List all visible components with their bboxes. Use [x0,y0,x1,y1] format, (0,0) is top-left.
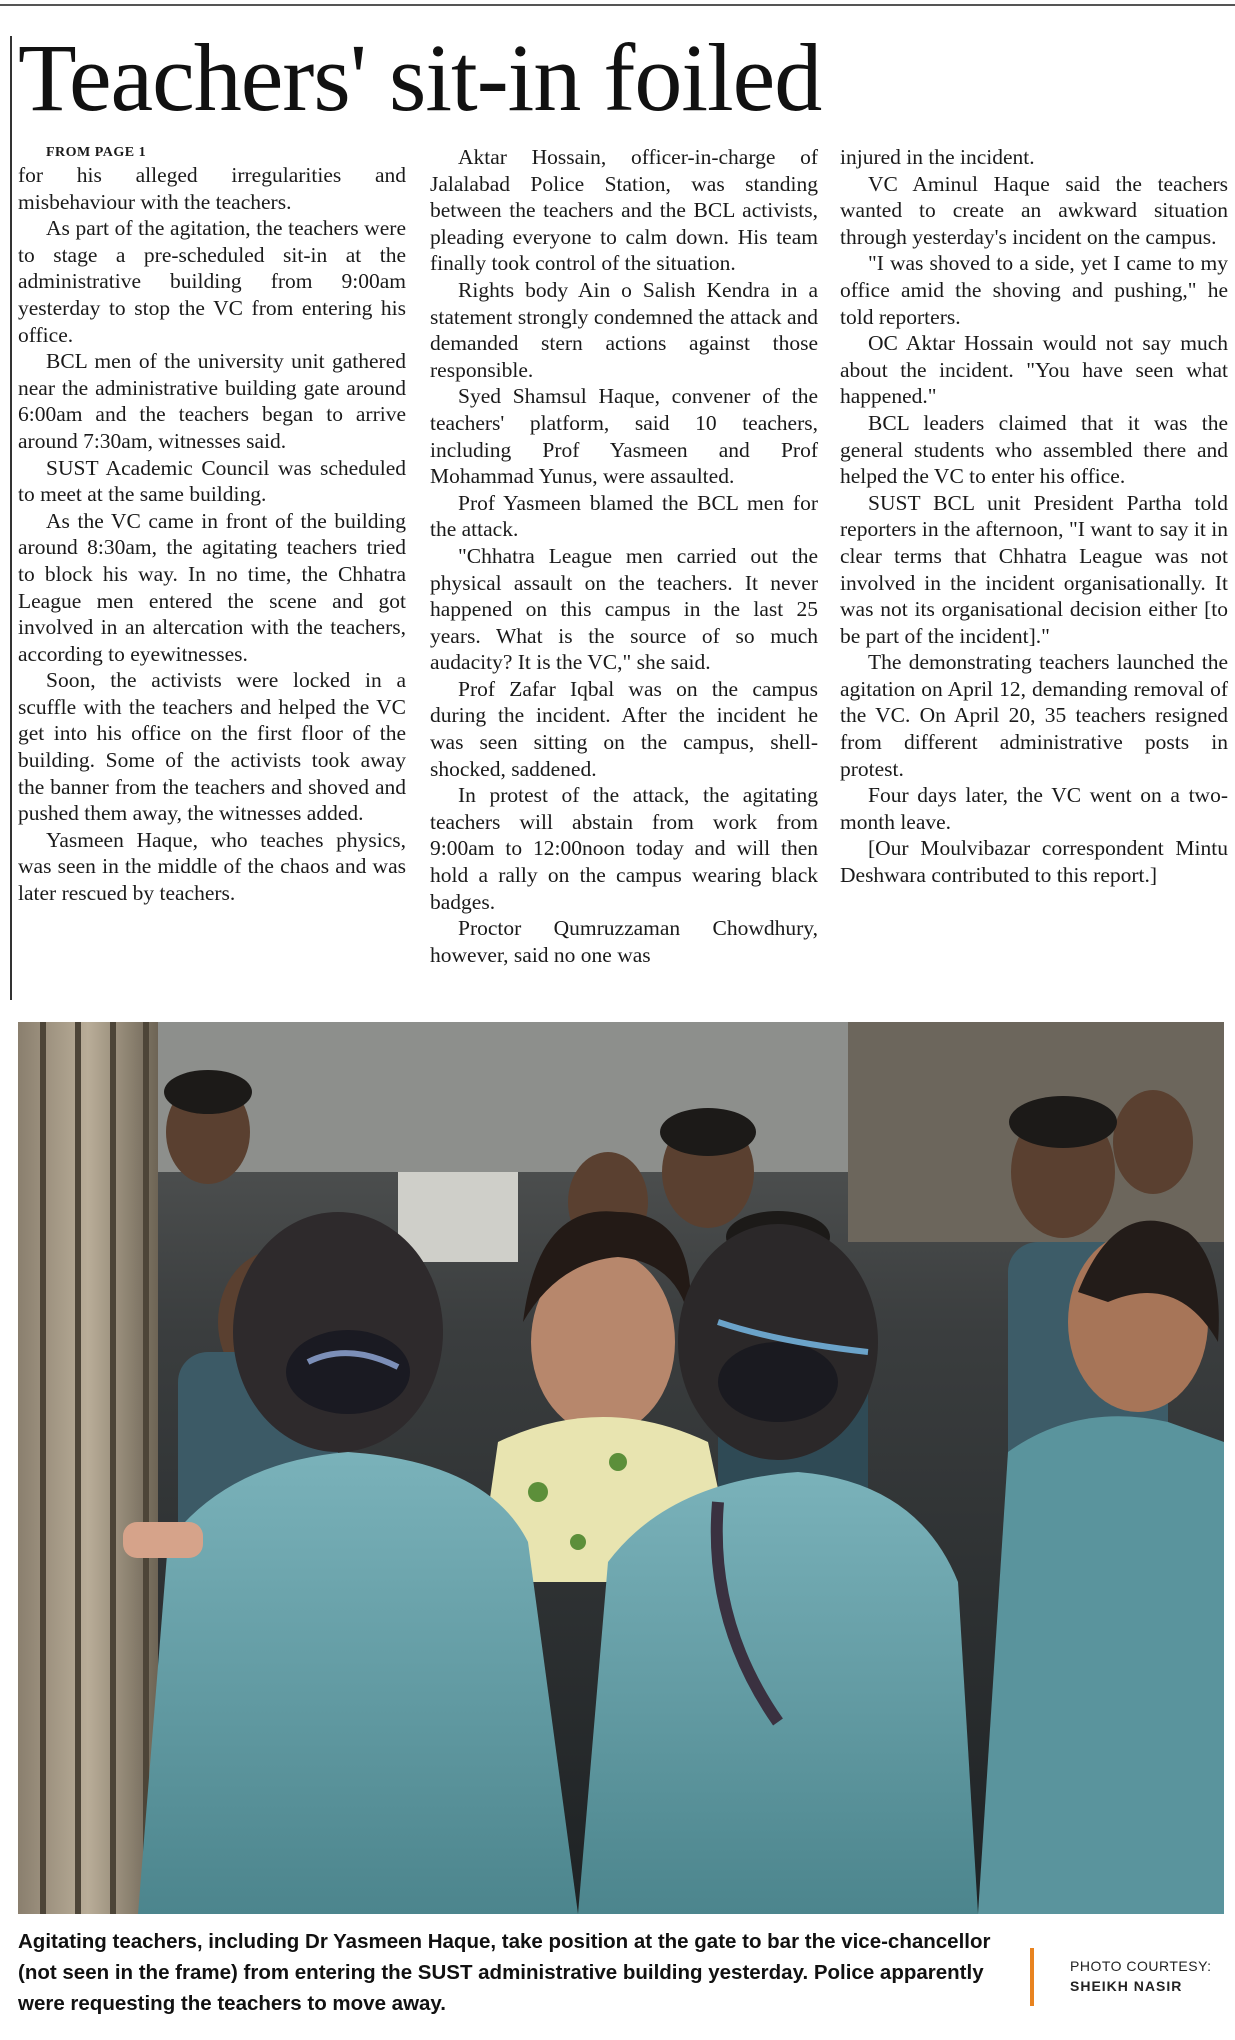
paragraph: Prof Yasmeen blamed the BCL men for the attack. [430,490,818,542]
paragraph: SUST Academic Council was scheduled to meet at the same building. [18,455,406,507]
photo-illustration [18,1022,1224,1914]
paragraph: Four days later, the VC went on a two-month leave. [840,783,1228,834]
news-photo [18,1022,1224,1914]
paragraph: As part of the agitation, the teachers were to stage a pre-scheduled sit-in at the administrative building from 9:00am yesterday to stop the VC from entering his office. [18,216,406,347]
caption-divider [1030,1948,1034,2006]
continuation-label: FROM PAGE 1 [46,145,147,160]
photo-caption-area [18,1922,1228,2032]
photo-credit-name: SHEIKH NASIR [1070,1978,1183,1994]
paragraph: for his alleged irregularities and misbehaviour with the teachers. [18,163,406,214]
photo-caption: Agitating teachers, including Dr Yasmeen Haque, take position at the gate to bar the vice-chancellor (not seen in the frame) from entering the SUST administrative building yesterday. Police apparently were requesting the teachers to move away. [18,1930,991,2015]
paragraph: SUST BCL unit President Partha told reporters in the afternoon, "I want to say it in clear terms that Chhatra League was not involved in the incident organisationally. It was not its organisational decision either [to be part of the incident]." [840,490,1228,648]
photo-credit [1070,1956,1230,1996]
paragraph: "Chhatra League men carried out the physical assault on the teachers. It never happened on this campus in the last 25 years. What is the source of so much audacity? It is the VC," she said. [430,543,818,675]
paragraph: [Our Moulvibazar correspondent Mintu Deshwara contributed to this report.] [840,836,1228,888]
paragraph: "I was shoved to a side, yet I came to my office amid the shoving and pushing," he told reporters. [840,251,1228,329]
paragraph: Syed Shamsul Haque, convener of the teachers' platform, said 10 teachers, including Prof Yasmeen and Prof Mohammad Yunus, were assaulted. [430,384,818,489]
paragraph: As the VC came in front of the building around 8:30am, the agitating teachers tried to block his way. In no time, the Chhatra League men entered the scene and got involved in an altercation with the teachers, according to eyewitnesses. [18,508,406,666]
paragraph: BCL men of the university unit gathered near the administrative building gate around 6:00am and the teachers began to arrive around 7:30am, witnesses said. [18,349,406,453]
paragraph: BCL leaders claimed that it was the general students who assembled there and helped the VC to enter his office. [840,410,1228,489]
left-column-rule [10,36,12,1000]
paragraph: Yasmeen Haque, who teaches physics, was seen in the middle of the chaos and was later rescued by teachers. [18,827,406,906]
paragraph: OC Aktar Hossain would not say much about the incident. "You have seen what happened." [840,331,1228,409]
paragraph: The demonstrating teachers launched the agitation on April 12, demanding removal of the VC. On April 20, 35 teachers resigned from different administrative posts in protest. [840,650,1228,781]
paragraph: Aktar Hossain, officer-in-charge of Jalalabad Police Station, was standing between the teachers and the BCL activists, pleading everyone to calm down. His team finally took control of the situation. [430,145,818,276]
paragraph: injured in the incident. [840,145,1035,169]
paragraph: Prof Zafar Iqbal was on the campus during the incident. After the incident he was seen sitting on the campus, shell-shocked, saddened. [430,676,818,781]
paragraph: In protest of the attack, the agitating teachers will abstain from work from 9:00am to 12:00noon today and will then hold a rally on the campus wearing black badges. [430,783,818,914]
article-column-1 [18,144,406,907]
paragraph: Rights body Ain o Salish Kendra in a statement strongly condemned the attack and demanded stern actions against those responsible. [430,277,818,382]
top-rule [0,4,1235,6]
paragraph: VC Aminul Haque said the teachers wanted to create an awkward situation through yesterday's incident on the campus. [840,171,1228,249]
paragraph: Soon, the activists were locked in a scuffle with the teachers and helped the VC get into his office on the first floor of the building. Some of the activists took away the banner from the teachers and shoved and pushed them away, the witnesses added. [18,668,406,826]
paragraph: Proctor Qumruzzaman Chowdhury, however, said no one was [430,916,818,967]
article-body [18,144,1228,1004]
headline: Teachers' sit-in foiled [18,24,822,131]
photo-credit-label: PHOTO COURTESY: [1070,1958,1212,1974]
article-column-3 [840,144,1228,889]
article-column-2 [430,144,818,968]
